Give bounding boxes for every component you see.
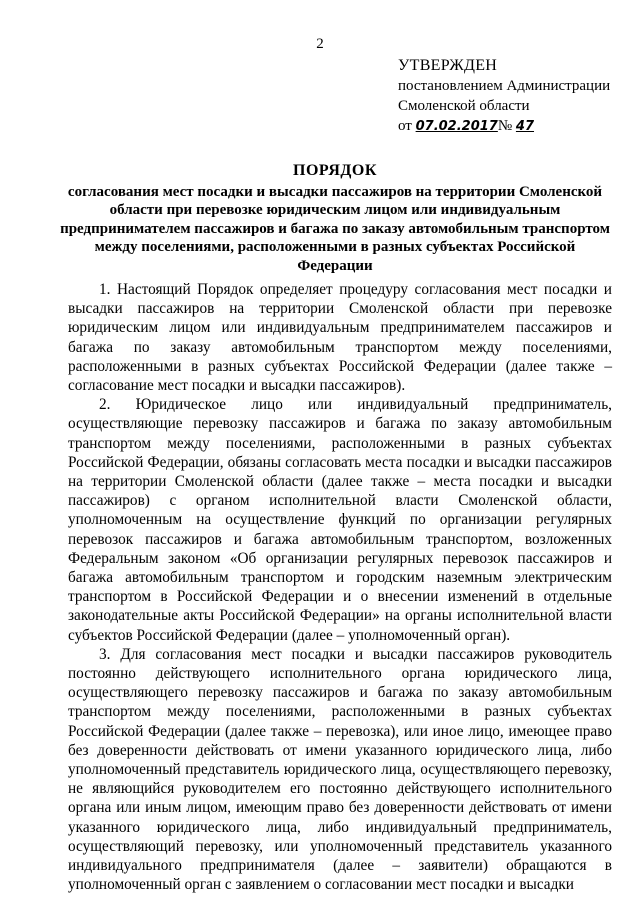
paragraph-2: 2. Юридическое лицо или индивидуальный предприниматель, осуществляющие перевозку пассажиров и багажа по заказу автомобильным транспортом между поселениями, расположенными в разных субъектах Российской Федерации, обязаны согласовать места посадки и высадки пассажиров на территории Смоленской области (далее также – места посадки и высадки пассажиров) с органом исполнительной власти Смоленской области, уполномоченным на осуществление функций по организации регулярных перевозок пассажиров и багажа автомобильным транспортом, возложенных Федеральным законом «Об организации регулярных перевозок пассажиров и багажа автомобильным транспортом и городским наземным электрическим транспортом в Российской Федерации и о внесении изменений в отдельные законодательные акты Российской Федерации» на органы исполнительной власти субъектов Российской Федерации (далее – уполномоченный орган). xyxy=(68,396,612,644)
handwritten-date: 07.02.2017 xyxy=(415,119,498,134)
page-number: 2 xyxy=(316,36,324,52)
document-subtitle: согласования мест посадки и высадки пассажиров на территории Смоленской области при перевозке юридическим лицом или индивидуальным предпринимателем пассажиров и багажа по заказу автомобильным транспортом между поселениями, расположенными в разных субъектах Российской Федерации xyxy=(60,183,610,274)
paragraph-3: 3. Для согласования мест посадки и высадки пассажиров руководитель постоянно действующего исполнительного органа юридического лица, осуществляющего перевозку пассажиров и багажа по заказу автомобильным транспортом между поселениями, расположенными в разных субъектах Российской Федерации (далее также – перевозка), или иное лицо, имеющее право без доверенности действовать от имени указанного юридического лица, либо уполномоченный представитель юридического лица, осуществляющего перевозку, не являющийся руководителем его постоянно действующего исполнительного органа или иным лицом, имеющим право без доверенности действовать от имени указанного юридического лица, либо индивидуальный предприниматель, осуществляющий перевозку, или уполномоченный представитель указанного индивидуального предпринимателя (далее – заявители) обращаются в уполномоченный орган с заявлением о согласовании мест посадки и высадки xyxy=(68,645,612,894)
handwritten-number: 47 xyxy=(515,119,535,134)
document-title-block xyxy=(60,162,610,275)
number-label: № xyxy=(497,118,516,134)
approval-block xyxy=(398,56,610,137)
paragraph-1: 1. Настоящий Порядок определяет процедуру согласования мест посадки и высадки пассажиров на территории Смоленской области при перевозке юридическим лицом или индивидуальным предпринимателем пассажиров и багажа по заказу автомобильным транспортом между поселениями, расположенными в разных субъектах Российской Федерации (далее также – согласование мест посадки и высадки пассажиров). xyxy=(68,281,612,395)
approval-line-1: постановлением Администрации xyxy=(398,78,611,94)
approval-heading: УТВЕРЖДЕН xyxy=(398,57,498,74)
document-title: ПОРЯДОК xyxy=(293,162,377,179)
approval-date-line xyxy=(398,116,610,137)
approval-line-2: Смоленской области xyxy=(398,98,530,114)
document-body xyxy=(68,280,612,895)
date-prefix: от xyxy=(398,118,416,134)
